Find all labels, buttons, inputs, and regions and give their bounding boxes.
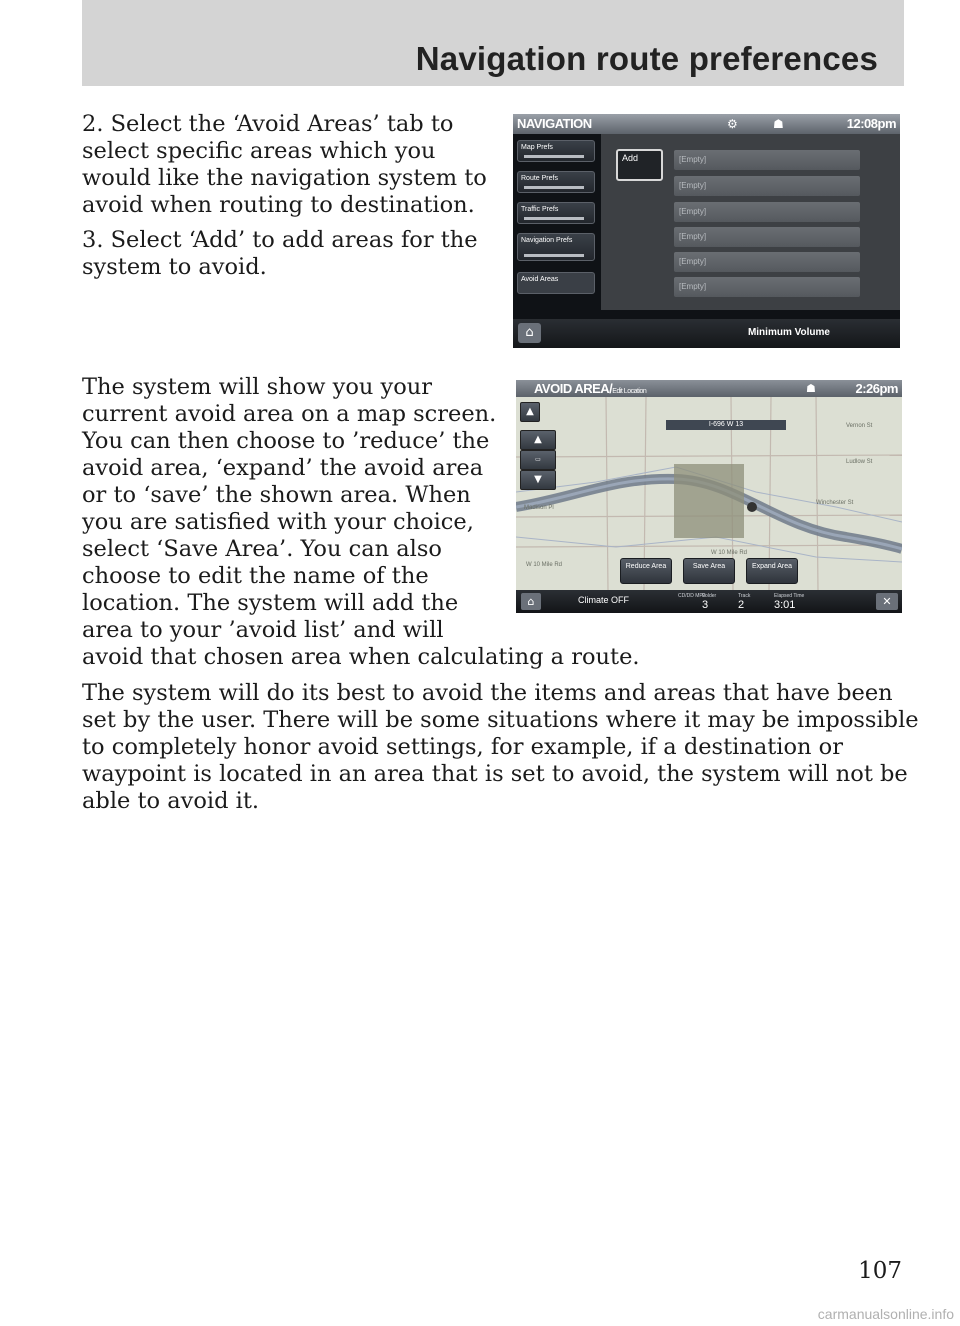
tab-map-prefs[interactable] [517, 140, 595, 162]
expand-area-button[interactable]: Expand Area [746, 558, 798, 584]
text-line: avoid when routing to destination. [82, 192, 475, 218]
page-title: Navigation route preferences [415, 40, 878, 77]
tab-label: Avoid Areas [521, 276, 559, 283]
settings-icon: ⚙ [727, 117, 738, 131]
text-line: you are satisfied with your choice, [82, 509, 474, 535]
text-line: 2. Select the ‘Avoid Areas’ tab to [82, 111, 454, 137]
screen-time: 12:08pm [846, 116, 896, 131]
text-line: system to avoid. [82, 254, 267, 280]
tab-traffic-prefs[interactable] [517, 202, 595, 224]
add-button[interactable]: Add [616, 149, 663, 181]
stat-label: Folder [702, 593, 717, 599]
screen-time: 2:26pm [855, 381, 898, 396]
screen-bottom-bar [513, 319, 900, 348]
header-band [82, 0, 904, 86]
track-readout [738, 593, 750, 611]
text-line: or to ‘save’ the shown area. When [82, 482, 471, 508]
tab-label: Map Prefs [521, 144, 553, 151]
zoom-out-icon[interactable]: ▼ [520, 470, 556, 490]
volume-label: Minimum Volume [747, 327, 830, 338]
text-line: to completely honor avoid settings, for example, if a destination or [82, 734, 843, 760]
text-line: avoid area, ‘expand’ the avoid area [82, 455, 484, 481]
text-line: select ‘Save Area’. You can also [82, 536, 442, 562]
save-area-button[interactable]: Save Area [683, 558, 735, 584]
watermark-url: carmanualsonline.info [817, 1306, 954, 1322]
text-line: current avoid area on a map screen. [82, 401, 497, 427]
avoid-slot[interactable]: [Empty] [674, 252, 860, 272]
tab-label: Traffic Prefs [521, 206, 559, 213]
street-label: Ludlow St [846, 459, 873, 465]
text-line: select specific areas which you [82, 138, 436, 164]
fullscreen-icon[interactable]: ✕ [876, 593, 898, 610]
text-line: 3. Select ‘Add’ to add areas for the [82, 227, 478, 253]
road-label: I-696 W 13 [666, 420, 786, 430]
screen-bottom-bar [516, 590, 902, 613]
home-icon[interactable]: ⌂ [518, 323, 541, 343]
street-label: W 10 Mile Rd [711, 550, 748, 556]
avoid-slot[interactable]: [Empty] [674, 277, 860, 297]
home-icon[interactable]: ⌂ [521, 593, 541, 610]
screen-subtitle: Edit Location [612, 388, 647, 395]
zoom-in-icon[interactable]: ▲ [520, 430, 556, 450]
preferences-tab-list [513, 134, 601, 310]
screen-title [534, 381, 646, 396]
step-3-paragraph [82, 227, 502, 281]
text-line: The system will show you your [82, 374, 433, 400]
stat-value: 3 [702, 599, 709, 611]
avoid-area-map-screenshot [516, 380, 902, 613]
text-line: waypoint is located in an area that is set to avoid, the system will not be [82, 761, 908, 787]
stat-label: Track [738, 593, 751, 599]
text-line: able to avoid it. [82, 788, 260, 814]
avoid-slot[interactable]: [Empty] [674, 150, 860, 170]
navigation-avoid-areas-screenshot [513, 114, 900, 348]
text-line: area to your ’avoid list’ and will [82, 617, 444, 643]
location-marker-icon [747, 502, 757, 512]
reduce-area-button[interactable]: Reduce Area [620, 558, 672, 584]
signal-icon: ☗ [773, 117, 784, 131]
avoid-slot[interactable]: [Empty] [674, 176, 860, 196]
tab-avoid-areas[interactable] [517, 272, 595, 294]
tab-label: Navigation Prefs [521, 237, 573, 244]
street-label: W 10 Mile Rd [526, 562, 563, 568]
tab-route-prefs[interactable] [517, 171, 595, 193]
zoom-level-icon: ▭ [520, 450, 556, 470]
step-2-paragraph [82, 111, 502, 219]
street-label: Madison Pl [524, 505, 554, 511]
stat-label: Elapsed Time [774, 593, 805, 599]
avoid-areas-panel [601, 134, 900, 310]
screen-title: NAVIGATION [517, 116, 592, 131]
map-orientation-icon[interactable]: ▲ [520, 402, 540, 422]
page-number: 107 [858, 1258, 902, 1284]
signal-icon: ☗ [806, 382, 816, 395]
street-label: Vernon St [846, 423, 873, 429]
text-line: location. The system will add the [82, 590, 459, 616]
elapsed-time-readout [774, 593, 804, 611]
folder-readout [702, 593, 716, 611]
stat-label: CD/DD MP3 [678, 593, 706, 599]
screen-status-bar [516, 380, 902, 397]
stat-value: 2 [738, 599, 745, 611]
text-line: The system will do its best to avoid the items and areas that have been [82, 680, 893, 706]
final-paragraph [82, 680, 919, 815]
tab-navigation-prefs[interactable] [517, 233, 595, 261]
tab-label: Route Prefs [521, 175, 558, 182]
street-label: Winchester St [816, 500, 854, 506]
text-line: set by the user. There will be some situations where it may be impossible [82, 707, 919, 733]
avoid-slot[interactable]: [Empty] [674, 202, 860, 222]
text-line: would like the navigation system to [82, 165, 487, 191]
stat-value: 3:01 [774, 599, 796, 611]
screen-status-bar [513, 114, 900, 134]
text-line: avoid that chosen area when calculating a route. [82, 644, 640, 670]
text-line: You can then choose to ’reduce’ the [82, 428, 490, 454]
avoid-slot[interactable]: [Empty] [674, 227, 860, 247]
climate-status: Climate OFF [578, 595, 630, 605]
text-line: choose to edit the name of the [82, 563, 429, 589]
screen-title-text: AVOID AREA/ [534, 381, 613, 396]
